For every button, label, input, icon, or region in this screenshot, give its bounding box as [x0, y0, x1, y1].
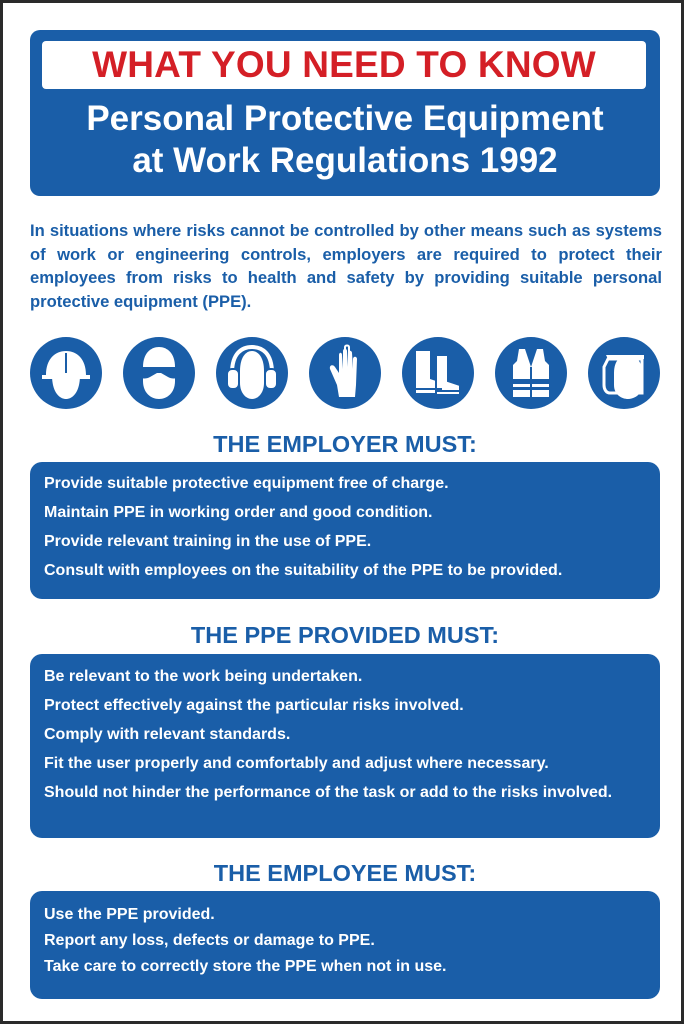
face-shield-icon: [588, 337, 660, 409]
title-line-2: at Work Regulations 1992: [132, 141, 558, 180]
list-item: Report any loss, defects or damage to PPE.: [44, 932, 375, 949]
hard-hat-icon: [30, 337, 102, 409]
warning-banner: WHAT YOU NEED TO KNOW: [42, 41, 646, 89]
list-item: Should not hinder the performance of the task or add to the risks involved.: [44, 784, 613, 801]
list-item: Be relevant to the work being undertaken.: [44, 668, 363, 685]
safety-boots-icon: [402, 337, 474, 409]
employee-heading: THE EMPLOYEE MUST:: [213, 860, 477, 886]
employer-heading: THE EMPLOYER MUST:: [213, 431, 477, 457]
list-item: Take care to correctly store the PPE when not in use.: [44, 958, 447, 975]
list-item: Fit the user properly and comfortably and adjust where necessary.: [44, 755, 549, 772]
list-item: Provide relevant training in the use of PPE.: [44, 533, 372, 550]
ppe-icon-row: [30, 337, 660, 409]
ear-protection-icon: [216, 337, 288, 409]
list-item: Consult with employees on the suitability of the PPE to be provided.: [44, 562, 563, 579]
list-item: Use the PPE provided.: [44, 906, 215, 923]
ppe-requirements-box: [30, 654, 660, 838]
intro-paragraph: In situations where risks cannot be controlled by other means such as systems of work or engineering controls, employers are required to protect their employees from risks to health and safety by providing suitable personal protective equipment (PPE).: [30, 221, 662, 311]
title-line-1: Personal Protective Equipment: [86, 99, 604, 138]
employer-duties-box: [30, 462, 660, 599]
list-item: Comply with relevant standards.: [44, 726, 291, 743]
safety-glasses-icon: [123, 337, 195, 409]
page-title: [30, 98, 660, 182]
ppe-heading: THE PPE PROVIDED MUST:: [190, 622, 500, 648]
header-panel: [30, 30, 660, 196]
employee-duties-box: [30, 891, 660, 999]
list-item: Maintain PPE in working order and good condition.: [44, 504, 433, 521]
list-item: Protect effectively against the particular risks involved.: [44, 697, 464, 714]
hi-vis-vest-icon: [495, 337, 567, 409]
list-item: Provide suitable protective equipment free of charge.: [44, 475, 449, 492]
gloves-icon: [309, 337, 381, 409]
